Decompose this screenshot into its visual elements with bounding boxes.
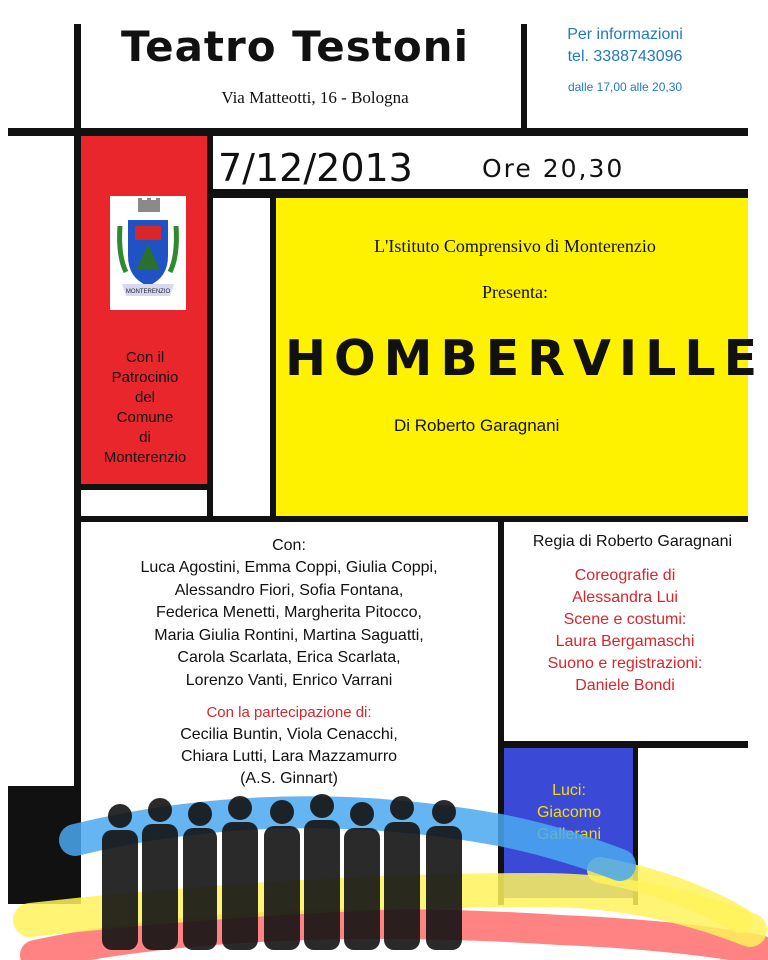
patronage-line: di: [139, 429, 151, 446]
patronage-line: del: [134, 389, 156, 406]
director-credit: Regia di Roberto Garagnani: [532, 533, 733, 550]
contact-phone: tel. 3388743096: [567, 48, 683, 65]
cast-heading: Con:: [272, 537, 306, 554]
theatre-name: Teatro Testoni: [121, 22, 469, 71]
patronage-text: [82, 348, 208, 468]
crew-line: Alessandra Lui: [572, 589, 678, 606]
school-name: L'Istituto Comprensivo di Monterenzio: [374, 236, 656, 256]
guest-line: Cecilia Buntin, Viola Cenacchi,: [180, 726, 398, 743]
crew-line: Suono e registrazioni:: [547, 655, 703, 672]
lights-line: Gallerani: [536, 826, 602, 843]
people-silhouettes: [102, 794, 462, 950]
crest-label: MONTERENZIO: [125, 289, 171, 295]
patronage-line: Con il: [125, 349, 165, 366]
crew-line: Laura Bergamaschi: [555, 633, 695, 650]
crew-line: Daniele Bondi: [575, 677, 675, 694]
cast-list: [82, 557, 496, 692]
grid-line: [80, 516, 748, 522]
cast-line: Alessandro Fiori, Sofia Fontana,: [174, 581, 404, 599]
cast-line: Federica Menetti, Margherita Pitocco,: [156, 604, 422, 621]
lights-line: Luci:: [552, 782, 586, 799]
cast-line: Lorenzo Vanti, Enrico Varrani: [185, 671, 393, 689]
contact-info: [530, 24, 720, 68]
silhouettes-illustration: [0, 770, 768, 960]
event-date: 7/12/2013: [218, 146, 413, 190]
guest-heading: Con la partecipazione di:: [206, 704, 372, 721]
grid-line: [502, 741, 748, 748]
cast-line: Carola Scarlata, Erica Scarlata,: [177, 649, 401, 666]
patronage-line: Patrocinio: [111, 369, 179, 386]
patronage-line: Comune: [116, 409, 174, 426]
contact-hours: dalle 17,00 alle 20,30: [567, 80, 683, 94]
presents-label: Presenta:: [482, 282, 548, 302]
crew-list: [505, 565, 745, 697]
lights-line: Giacomo: [536, 804, 602, 821]
contact-label: Per informazioni: [567, 26, 683, 43]
grid-line: [80, 484, 210, 490]
grid-line: [208, 189, 748, 198]
crew-line: Scene e costumi:: [563, 611, 687, 628]
grid-line: [8, 128, 748, 136]
grid-line: [521, 24, 527, 132]
event-time: Ore 20,30: [482, 154, 625, 183]
play-title: HOMBERVILLE: [285, 330, 766, 387]
theatre-address: Via Matteotti, 16 - Bologna: [221, 88, 409, 107]
coat-of-arms: [110, 196, 186, 310]
guest-line: (A.S. Ginnart): [240, 770, 338, 787]
cast-line: Luca Agostini, Emma Coppi, Giulia Coppi,: [140, 559, 438, 576]
patronage-line: Monterenzio: [103, 449, 187, 466]
cast-line: Maria Giulia Rontini, Martina Saguatti,: [154, 626, 424, 644]
crew-line: Coreografie di: [574, 567, 676, 584]
play-author: Di Roberto Garagnani: [394, 416, 560, 435]
guest-line: Chiara Lutti, Lara Mazzamurro: [180, 748, 398, 765]
crest-icon: [110, 196, 186, 310]
grid-line: [270, 196, 276, 520]
